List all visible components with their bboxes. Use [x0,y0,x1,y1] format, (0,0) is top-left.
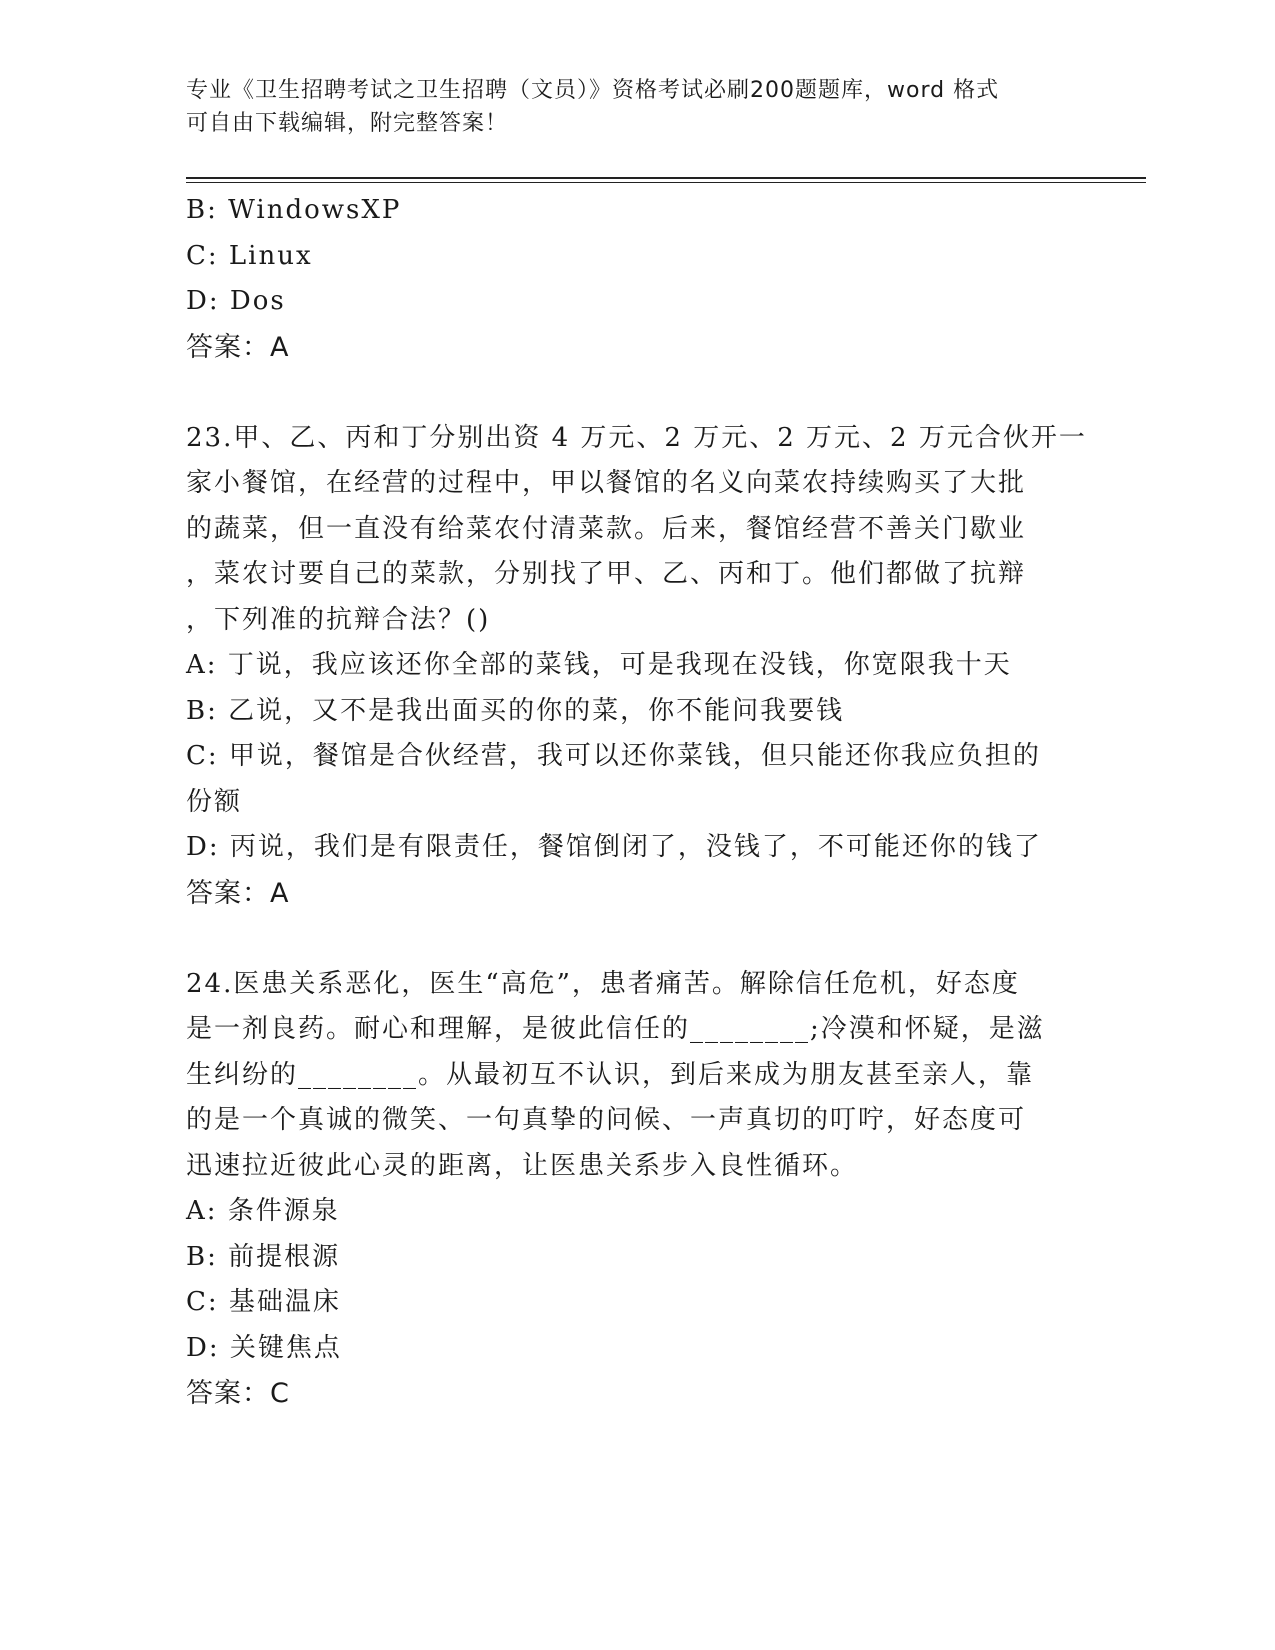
page-header [186,74,1086,140]
option-d: D: Dos [186,286,286,316]
question-content [186,188,1086,1417]
option-b: B: 乙说，又不是我出面买的你的菜，你不能问我要钱 [186,695,845,726]
option-d: D: 丙说，我们是有限责任，餐馆倒闭了，没钱了，不可能还你的钱了 [186,832,1042,862]
question-text-line: 是一剂良药。耐心和理解，是彼此信任的________;冷漠和怀疑，是滋 [186,1014,1045,1044]
option-c: C: 甲说，餐馆是合伙经营，我可以还你菜钱，但只能还你我应负担的 [186,741,1041,771]
question-24 [186,962,1086,1417]
option-c-continued: 份额 [186,786,243,817]
question-text-line: 家小餐馆，在经营的过程中，甲以餐馆的名义向菜农持续购买了大批 [186,468,1027,498]
question-text-line: 生纠纷的________。从最初互不认识，到后来成为朋友甚至亲人，靠 [186,1059,1035,1090]
answer-line: 答案：A [186,877,290,909]
question-text-line: 迅速拉近彼此心灵的距离，让医患关系步入良性循环。 [186,1150,859,1181]
question-text-line: 的蔬菜，但一直没有给菜农付清菜款。后来，餐馆经营不善关门歇业 [186,513,1027,544]
option-b: B: WindowsXP [186,195,402,225]
previous-question-tail [186,188,1086,370]
question-text-line: 23.甲、乙、丙和丁分别出资 4 万元、2 万元、2 万元、2 万元合伙开一 [186,422,1087,453]
option-b: B: 前提根源 [186,1241,341,1272]
option-c: C: Linux [186,240,313,271]
question-text-line: 的是一个真诚的微笑、一句真挚的问候、一声真切的叮咛，好态度可 [186,1105,1027,1135]
question-text-line: ，菜农讨要自己的菜款，分别找了甲、乙、丙和丁。他们都做了抗辩 [186,559,1027,589]
answer-line: 答案：C [186,1378,290,1409]
option-a: A: 条件源泉 [186,1196,340,1226]
question-23 [186,416,1086,917]
answer-line: 答案：A [186,331,290,363]
header-line-2: 可自由下载编辑，附完整答案！ [186,111,509,136]
option-a: A: 丁说，我应该还你全部的菜钱，可是我现在没钱，你宽限我十天 [186,650,1012,680]
header-rule-thick [186,177,1146,179]
spacer [186,370,1086,416]
option-d: D: 关键焦点 [186,1332,342,1363]
question-text-line: 24.医患关系恶化，医生“高危”，患者痛苦。解除信任危机，好态度 [186,968,1020,999]
spacer [186,916,1086,962]
header-rule-thin [186,182,1146,183]
option-c: C: 基础温床 [186,1287,341,1317]
question-text-line: ，下列准的抗辩合法？() [186,604,491,635]
header-line-1: 专业《卫生招聘考试之卫生招聘（文员）》资格考试必刷200题题库，word 格式 [186,78,1000,103]
